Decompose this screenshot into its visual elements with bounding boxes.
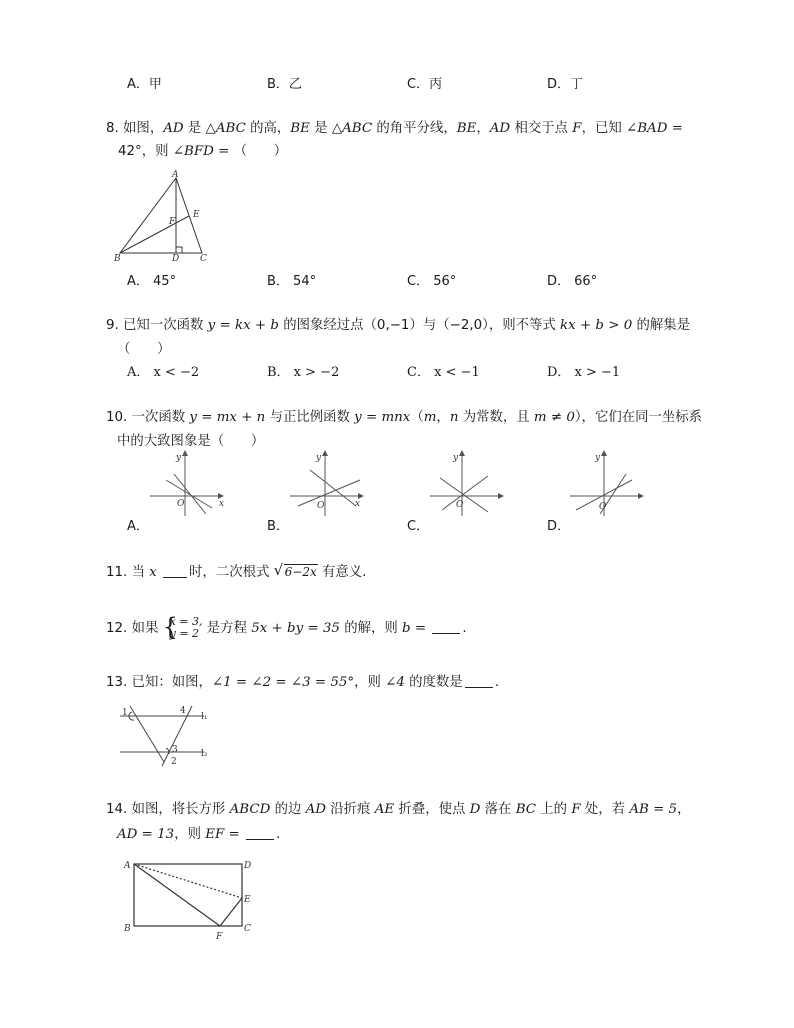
q8-option-d[interactable]: D． 66° <box>547 274 598 289</box>
radical-sign-icon: √ <box>273 561 284 579</box>
q8-option-b[interactable]: B． 54° <box>267 274 317 289</box>
q8-text: 的高， <box>245 121 291 136</box>
q10-math: y = mx + n <box>189 410 266 425</box>
q8-text: 是 <box>183 121 206 136</box>
q13-label-angle-3: 3 <box>172 745 178 755</box>
q14-crease-ae <box>134 864 242 898</box>
q10-graph-b-x-label: x <box>355 499 361 509</box>
q9-answer-paren: （ ） <box>117 342 171 357</box>
q14-text: 处，若 <box>580 802 630 817</box>
q8-label-f: F <box>169 217 176 227</box>
q14-math: AD <box>305 802 327 817</box>
q8-right-angle-mark <box>176 247 182 253</box>
q10-text: 中的大致图象是（ ） <box>117 434 265 449</box>
q10-text: 为常数，且 <box>458 410 534 425</box>
q10-graph-a-y-label: y <box>176 453 182 463</box>
q10-math: m ≠ 0 <box>533 410 575 425</box>
q9-option-b[interactable]: B． x > −2 <box>267 365 340 380</box>
q11-stem <box>106 563 366 582</box>
q9-math: y = kx + b <box>207 318 279 333</box>
q11-radicand: 6−2x <box>284 565 317 579</box>
q12-stem <box>106 613 467 641</box>
q10-option-c[interactable]: C． <box>407 519 430 534</box>
q13-text: . <box>494 675 499 690</box>
q14-label-b: B <box>124 924 131 934</box>
q8-text: 如图， <box>123 121 164 136</box>
q11-radical <box>274 563 318 582</box>
q10-graph-d-y-arrow <box>601 450 607 456</box>
q8-option-a[interactable]: A． 45° <box>127 274 177 289</box>
q14-math: F <box>571 802 581 817</box>
q10-text: ），它们在同一坐标系 <box>574 410 703 425</box>
q11-text: 时，二次根式 <box>189 565 274 580</box>
q14-stem-line1 <box>106 801 690 819</box>
q8-math: AD <box>163 121 184 136</box>
q10-graph-c-y-arrow <box>459 450 465 456</box>
q13-label-angle-4: 4 <box>180 706 186 716</box>
q9-math: kx + b > 0 <box>560 318 633 333</box>
q14-label-a: A <box>124 861 131 871</box>
q9-option-c[interactable]: C． x < −1 <box>407 365 480 380</box>
q8-math: F <box>572 121 582 136</box>
q9-text: 的图象经过点（0,−1）与（−2,0），则不等式 <box>278 318 561 333</box>
q12-number: 12. <box>106 621 128 636</box>
q7-option-d[interactable]: D．丁 <box>547 77 584 92</box>
q11-text: 有意义. <box>317 565 367 580</box>
brace-icon: { <box>162 613 178 641</box>
q10-text: ， <box>436 410 450 425</box>
q9-option-a[interactable]: A． x < −2 <box>127 365 200 380</box>
q10-graph-c-origin: O <box>456 500 464 510</box>
q8-number: 8. <box>106 121 119 136</box>
q12-system-line1: x = 3, <box>169 615 203 628</box>
q14-rectangle-fold-figure <box>122 855 262 945</box>
q8-option-c[interactable]: C． 56° <box>407 274 457 289</box>
q9-stem-line2 <box>117 341 171 359</box>
q8-math: AD <box>489 121 511 136</box>
q10-math: n <box>449 410 459 425</box>
q13-text: 已知：如图， <box>131 675 212 690</box>
q12-system-line2: y = 2 <box>169 627 200 640</box>
q7-option-a[interactable]: A．甲 <box>127 77 162 92</box>
q10-graph-c[interactable] <box>430 452 510 522</box>
q10-math: m <box>423 410 437 425</box>
q12-text: 如果 <box>131 621 163 636</box>
q8-math: ∠BFD = <box>172 144 230 159</box>
q9-number: 9. <box>106 318 119 333</box>
q13-text: 的度数是 <box>404 675 463 690</box>
q8-label-d: D <box>172 254 180 264</box>
q14-text: 沿折痕 <box>326 802 375 817</box>
q12-text: 是方程 <box>206 621 252 636</box>
q13-label-angle-1: 1 <box>122 708 128 718</box>
q10-graph-a-line-2 <box>166 480 212 508</box>
q10-option-a[interactable]: A． <box>127 519 149 534</box>
q14-segment-af <box>134 864 220 926</box>
q13-math: ∠1 = ∠2 = ∠3 = 55° <box>211 675 355 690</box>
q14-number: 14. <box>106 802 128 817</box>
q10-option-d[interactable]: D． <box>547 519 571 534</box>
q10-option-b[interactable]: B． <box>267 519 289 534</box>
q14-text: 如图，将长方形 <box>131 802 230 817</box>
q8-label-c: C <box>200 254 207 264</box>
q14-label-e: E <box>244 895 251 905</box>
q13-transversal-2 <box>162 706 192 766</box>
q14-math: EF = <box>205 827 240 842</box>
q10-graph-b-y-arrow <box>322 450 328 456</box>
q13-math: ∠4 <box>385 675 405 690</box>
q14-stem-line2 <box>117 825 280 844</box>
q8-text: ，已知 <box>581 121 626 136</box>
q8-text: 42°，则 <box>118 144 173 159</box>
q10-text: 与正比例函数 <box>265 410 355 425</box>
q13-stem <box>106 673 499 692</box>
q8-text: ， <box>476 121 490 136</box>
q14-text: 上的 <box>536 802 572 817</box>
q10-graph-c-line-2 <box>442 476 488 510</box>
q14-math: D <box>469 802 481 817</box>
q8-label-e: E <box>193 210 200 220</box>
q12-math: 5x + by = 35 <box>251 621 340 636</box>
q8-stem-line1 <box>106 120 683 138</box>
q10-graph-b-y-label: y <box>316 453 322 463</box>
q7-option-c[interactable]: C．丙 <box>407 77 443 92</box>
q8-stem-line2 <box>118 143 287 161</box>
q14-math: AE <box>374 802 395 817</box>
q14-text: ， <box>677 802 691 817</box>
q8-math: △ABC <box>205 121 246 136</box>
q10-text: 一次函数 <box>131 410 190 425</box>
q8-text: 相交于点 <box>510 121 573 136</box>
q12-text: 的解，则 <box>339 621 403 636</box>
q13-number: 13. <box>106 675 128 690</box>
q10-graph-d[interactable] <box>570 452 650 522</box>
q14-text: 折叠，使点 <box>394 802 470 817</box>
q13-angle-arc-3 <box>166 748 169 754</box>
q12-equation-system <box>162 613 203 641</box>
q11-number: 11. <box>106 565 128 580</box>
q8-math: ∠BAD = <box>626 121 683 136</box>
q10-graph-c-y-label: y <box>453 453 459 463</box>
q13-text: ，则 <box>354 675 386 690</box>
q8-math: BE <box>456 121 477 136</box>
q13-answer-blank[interactable] <box>465 673 493 688</box>
q7-option-b[interactable]: B．乙 <box>267 77 302 92</box>
q14-answer-blank[interactable] <box>246 825 274 840</box>
q13-parallel-lines-figure <box>118 702 218 772</box>
q10-graph-d-origin: O <box>599 502 607 512</box>
q10-graph-a-x-label: x <box>219 499 225 509</box>
q10-graph-c-x-arrow <box>498 493 504 499</box>
q10-graph-d-y-label: y <box>595 453 601 463</box>
q13-label-l2: l₂ <box>201 749 208 759</box>
q10-graph-b-origin: O <box>317 501 325 511</box>
q8-label-a: A <box>172 170 179 180</box>
q10-stem-line2 <box>117 433 264 451</box>
q14-segment-fe <box>220 898 242 926</box>
q8-label-b: B <box>114 254 121 264</box>
q11-answer-blank[interactable] <box>163 563 187 578</box>
q10-graph-d-x-arrow <box>638 493 644 499</box>
q9-text: 的解集是 <box>632 318 691 333</box>
q10-graph-c-line-1 <box>440 478 488 512</box>
q14-math: AD = 13 <box>117 827 175 842</box>
q12-answer-blank[interactable] <box>432 619 460 634</box>
q14-label-c: C <box>244 924 251 934</box>
q12-text: . <box>462 621 467 636</box>
q8-text: 的角平分线， <box>372 121 457 136</box>
q11-text: 当 <box>131 565 150 580</box>
q14-text: . <box>276 827 281 842</box>
q13-label-angle-2: 2 <box>171 757 177 767</box>
q10-text: （ <box>410 410 424 425</box>
q10-stem-line1 <box>106 409 702 427</box>
q10-graph-a-origin: O <box>177 499 185 509</box>
q14-label-f: F <box>216 932 223 942</box>
q13-transversal-1 <box>130 706 164 762</box>
q9-option-d[interactable]: D． x > −1 <box>547 365 621 380</box>
q14-text: ，则 <box>174 827 206 842</box>
q11-math: x <box>149 565 157 580</box>
q8-answer-paren: （ ） <box>233 144 288 159</box>
q8-math: BE <box>290 121 310 136</box>
q10-math: y = mnx <box>354 410 411 425</box>
q8-math: △ABC <box>331 121 373 136</box>
q10-graph-a[interactable] <box>150 452 230 522</box>
q8-triangle-outline <box>120 178 202 253</box>
q14-math: AB = 5 <box>629 802 678 817</box>
q13-label-l1: l₁ <box>201 712 208 722</box>
q14-math: ABCD <box>229 802 271 817</box>
q10-graph-b[interactable] <box>290 452 370 522</box>
q14-math: BC <box>515 802 537 817</box>
q14-text: 的边 <box>270 802 306 817</box>
q9-text: 已知一次函数 <box>123 318 208 333</box>
q8-triangle-figure <box>112 172 212 262</box>
q10-number: 10. <box>106 410 128 425</box>
q14-label-d: D <box>244 861 252 871</box>
q8-text: 是 <box>309 121 332 136</box>
q9-stem-line1 <box>106 317 690 335</box>
q14-rectangle-abcd <box>134 864 242 926</box>
q12-math: b = <box>402 621 427 636</box>
q14-text: 落在 <box>480 802 516 817</box>
